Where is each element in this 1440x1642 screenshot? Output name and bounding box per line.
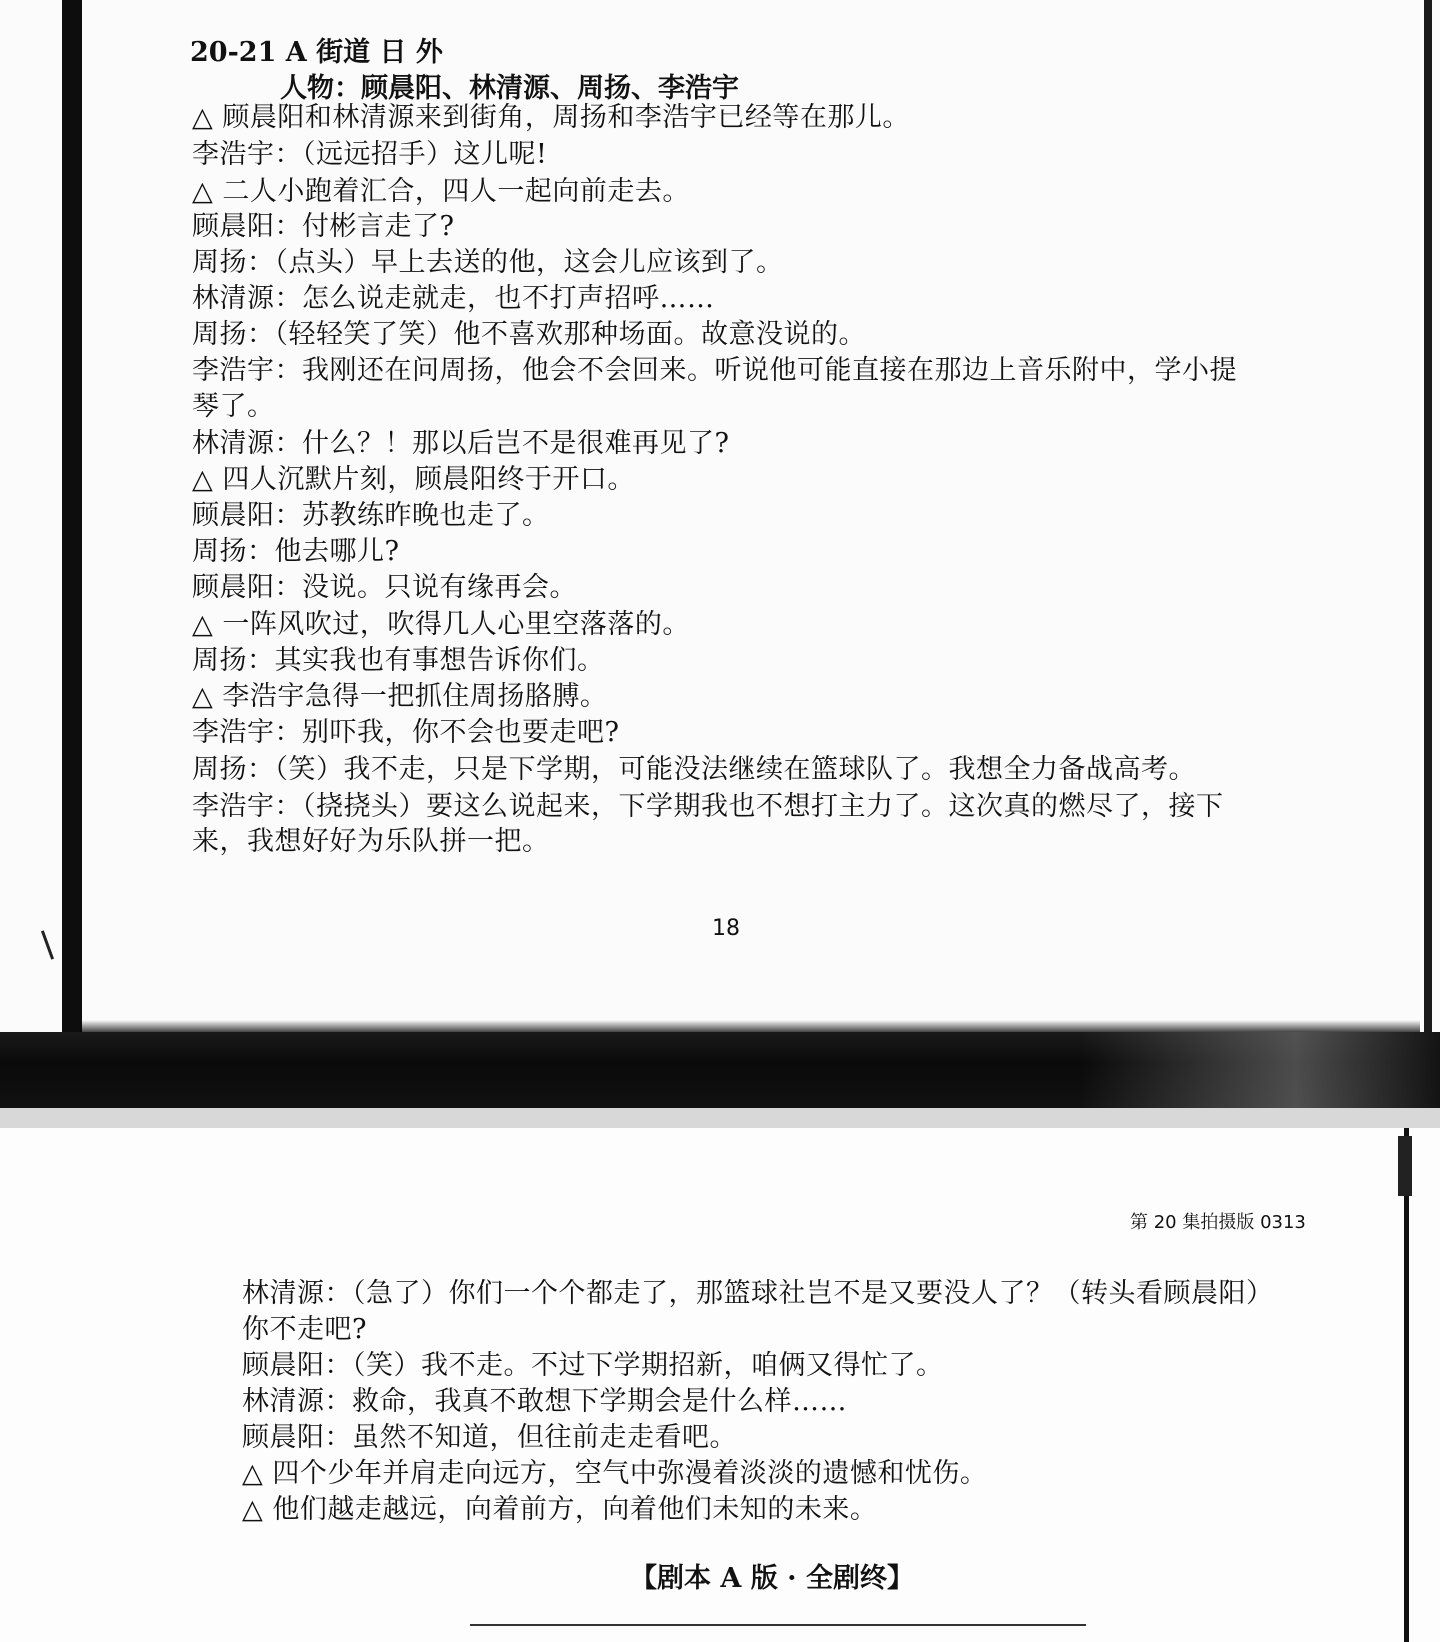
script-line: 林清源：什么？！那以后岂不是很难再见了? <box>192 428 730 459</box>
script-line: 周扬：（点头）早上去送的他，这会儿应该到了。 <box>192 247 784 278</box>
page-number: 18 <box>712 916 740 941</box>
scan-scratch-mark <box>41 930 54 959</box>
episode-header: 第 20 集拍摄版 0313 <box>1130 1212 1306 1233</box>
script-line: 林清源：怎么说走就走，也不打声招呼…… <box>192 283 715 314</box>
script-line: △ 四个少年并肩走向远方，空气中弥漫着淡淡的遗憾和忧伤。 <box>242 1458 988 1489</box>
scene-characters: 人物：顾晨阳、林清源、周扬、李浩宇 <box>280 73 739 104</box>
scan-left-edge <box>62 0 82 1040</box>
script-line: △ 二人小跑着汇合，四人一起向前走去。 <box>192 176 690 207</box>
scene-heading: 20-21 A 街道 日 外 <box>190 37 443 68</box>
script-line: 李浩宇：（挠挠头）要这么说起来，下学期我也不想打主力了。这次真的燃尽了，接下 <box>192 791 1224 822</box>
scan-right-edge <box>1424 0 1432 1108</box>
page-separator <box>0 1108 1440 1128</box>
script-line: 来，我想好好为乐队拼一把。 <box>192 826 550 857</box>
script-line: 周扬：其实我也有事想告诉你们。 <box>192 645 605 676</box>
script-line: 李浩宇：别吓我，你不会也要走吧? <box>192 717 620 748</box>
script-line: △ 他们越走越远，向着前方，向着他们未知的未来。 <box>242 1494 878 1525</box>
script-line: 顾晨阳：没说。只说有缘再会。 <box>192 572 577 603</box>
script-line: 琴了。 <box>192 391 275 422</box>
script-line: 周扬：他去哪儿? <box>192 536 400 567</box>
script-line: 李浩宇：我刚还在问周扬，他会不会回来。听说他可能直接在那边上音乐附中，学小提 <box>192 355 1237 386</box>
script-line: 林清源：（急了）你们一个个都走了，那篮球社岂不是又要没人了？（转头看顾晨阳） <box>242 1278 1274 1309</box>
script-line: 李浩宇：（远远招手）这儿呢! <box>192 139 548 170</box>
script-line: △ 李浩宇急得一把抓住周扬胳膊。 <box>192 681 608 712</box>
script-line: 顾晨阳：（笑）我不走。不过下学期招新，咱俩又得忙了。 <box>242 1350 944 1381</box>
script-page-19 <box>0 1128 1440 1642</box>
scan-band-fade <box>1080 1032 1440 1108</box>
script-line: △ 四人沉默片刻，顾晨阳终于开口。 <box>192 464 635 495</box>
end-title: 【剧本 A 版 · 全剧终】 <box>630 1563 914 1594</box>
bottom-rule <box>470 1624 1086 1626</box>
script-line: 顾晨阳：虽然不知道，但往前走走看吧。 <box>242 1422 737 1453</box>
script-line: 林清源：救命，我真不敢想下学期会是什么样…… <box>242 1386 847 1417</box>
script-line: △ 顾晨阳和林清源来到街角，周扬和李浩宇已经等在那儿。 <box>192 102 910 133</box>
script-line: 周扬：（笑）我不走，只是下学期，可能没法继续在篮球队了。我想全力备战高考。 <box>192 754 1196 785</box>
script-line: 顾晨阳：付彬言走了? <box>192 211 455 242</box>
script-line: △ 一阵风吹过，吹得几人心里空落落的。 <box>192 609 690 640</box>
scan-right-edge <box>1404 1128 1409 1642</box>
script-line: 你不走吧? <box>242 1314 367 1345</box>
scan-edge-mark <box>1398 1136 1412 1196</box>
script-line: 顾晨阳：苏教练昨晚也走了。 <box>192 500 550 531</box>
script-line: 周扬：（轻轻笑了笑）他不喜欢那种场面。故意没说的。 <box>192 319 866 350</box>
